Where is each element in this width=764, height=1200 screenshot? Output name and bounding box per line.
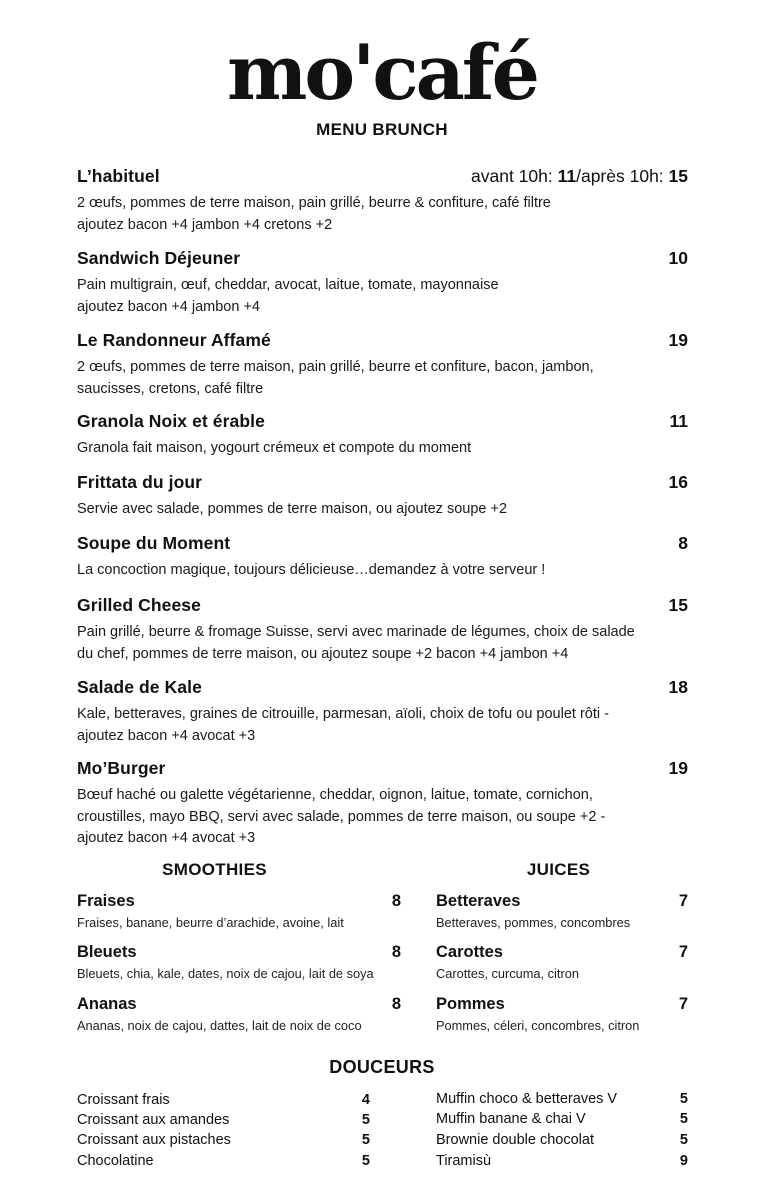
item-price: 7 xyxy=(678,892,688,910)
item-name: Croissant aux pistaches xyxy=(77,1132,231,1148)
item-description xyxy=(77,438,688,460)
item-description: Bleuets, chia, kale, dates, noix de cajou, lait de soya xyxy=(77,966,374,981)
item-description: Fraises, banane, beurre d’arachide, avoine, lait xyxy=(77,915,344,930)
smoothie-item xyxy=(77,892,401,930)
desc-line: ajoutez bacon +4 jambon +4 cretons +2 xyxy=(77,216,333,233)
item-name: Soupe du Moment xyxy=(77,533,231,553)
desc-line: du chef, pommes de terre maison, ou ajoutez soupe +2 bacon +4 jambon +4 xyxy=(77,645,569,662)
item-price: 10 xyxy=(668,248,688,268)
item-description xyxy=(77,193,688,236)
menu-item xyxy=(77,595,688,665)
desc-line: Bœuf haché ou galette végétarienne, cheddar, oignon, laitue, tomate, cornichon, xyxy=(77,787,593,803)
item-name: Salade de Kale xyxy=(77,677,202,697)
item-price: 5 xyxy=(679,1132,688,1148)
item-name: L’habituel xyxy=(77,166,160,186)
price-before: 11 xyxy=(557,166,577,186)
item-description: Pommes, céleri, concombres, citron xyxy=(436,1018,640,1033)
item-price: 11 xyxy=(669,411,688,431)
desc-line: Granola fait maison, yogourt crémeux et compote du moment xyxy=(77,440,472,456)
item-description xyxy=(77,275,688,318)
desc-line: ajoutez bacon +4 avocat +3 xyxy=(77,727,256,744)
item-name: Croissant aux amandes xyxy=(77,1112,230,1128)
item-description xyxy=(77,357,688,400)
item-price: 15 xyxy=(668,595,688,615)
item-name: Muffin banane & chai V xyxy=(436,1111,586,1127)
item-description: Ananas, noix de cajou, dattes, lait de noix de coco xyxy=(77,1018,362,1033)
desc-line: Pain grillé, beurre & fromage Suisse, servi avec marinade de légumes, choix de salade xyxy=(77,624,635,640)
item-name: Frittata du jour xyxy=(77,472,203,492)
menu-item xyxy=(77,677,688,747)
price-after-label: /après 10h: xyxy=(576,166,669,186)
item-price: 7 xyxy=(678,943,688,961)
item-name: Le Randonneur Affamé xyxy=(77,330,271,350)
item-name: Carottes xyxy=(436,943,503,961)
desc-line: ajoutez bacon +4 avocat +3 xyxy=(77,830,256,846)
desc-line: 2 œufs, pommes de terre maison, pain grillé, beurre & confiture, café filtre xyxy=(77,195,551,211)
item-name: Betteraves xyxy=(436,892,521,910)
item-description xyxy=(77,785,688,850)
item-name: Grilled Cheese xyxy=(77,595,201,615)
item-name: Mo’Burger xyxy=(77,758,166,778)
desc-line: Pain multigrain, œuf, cheddar, avocat, laitue, tomate, mayonnaise xyxy=(77,277,499,293)
item-price: 18 xyxy=(668,677,688,697)
item-name: Pommes xyxy=(436,995,505,1013)
desc-line: Kale, betteraves, graines de citrouille, parmesan, aïoli, choix de tofu ou poulet rôti - xyxy=(77,706,609,722)
price-after: 15 xyxy=(668,166,688,186)
item-name: Croissant frais xyxy=(77,1092,170,1108)
menu-item xyxy=(77,758,688,850)
menu-item xyxy=(77,330,688,400)
menu-item xyxy=(77,166,688,236)
smoothie-item xyxy=(77,995,401,1033)
desc-line: Servie avec salade, pommes de terre maison, ou ajoutez soupe +2 xyxy=(77,501,508,517)
item-price: 8 xyxy=(391,943,401,961)
item-name: Muffin choco & betteraves V xyxy=(436,1091,618,1107)
item-price: 5 xyxy=(361,1132,370,1148)
item-name: Ananas xyxy=(77,995,137,1013)
douceur-item xyxy=(77,1112,370,1132)
douceur-item xyxy=(77,1132,370,1152)
juices-title: JUICES xyxy=(526,860,591,879)
item-price: 5 xyxy=(361,1153,370,1169)
desc-line: croustilles, mayo BBQ, servi avec salade, pommes de terre maison, ou soupe +2 - xyxy=(77,808,606,825)
item-name: Chocolatine xyxy=(77,1153,154,1169)
item-description xyxy=(77,704,688,747)
douceur-item xyxy=(436,1153,688,1173)
menu-item xyxy=(77,411,688,460)
desc-line: saucisses, cretons, café filtre xyxy=(77,380,264,397)
item-name: Bleuets xyxy=(77,943,137,961)
item-description xyxy=(77,499,688,521)
douceur-item xyxy=(77,1153,370,1173)
douceur-item xyxy=(436,1111,688,1131)
juice-item xyxy=(436,943,688,981)
desc-line: La concoction magique, toujours délicieuse…demandez à votre serveur ! xyxy=(77,562,546,578)
item-description xyxy=(77,622,688,665)
desc-line: ajoutez bacon +4 jambon +4 xyxy=(77,298,260,315)
menu-item xyxy=(77,533,688,582)
item-price: 9 xyxy=(679,1153,688,1169)
smoothie-item xyxy=(77,943,401,981)
item-price: 19 xyxy=(668,758,688,778)
juice-item xyxy=(436,995,688,1033)
item-price xyxy=(471,166,688,187)
item-price: 5 xyxy=(679,1091,688,1107)
douceur-item xyxy=(436,1091,688,1111)
douceurs-title: DOUCEURS xyxy=(329,1057,435,1077)
douceur-item xyxy=(436,1132,688,1152)
item-price: 16 xyxy=(668,472,688,492)
item-price: 8 xyxy=(391,995,401,1013)
item-price: 4 xyxy=(361,1092,370,1108)
menu-item xyxy=(77,472,688,521)
menu-item xyxy=(77,248,688,318)
smoothies-title: SMOOTHIES xyxy=(162,860,267,879)
item-name: Sandwich Déjeuner xyxy=(77,248,241,268)
douceur-item xyxy=(77,1092,370,1112)
desc-line: 2 œufs, pommes de terre maison, pain grillé, beurre et confiture, bacon, jambon, xyxy=(77,359,594,375)
logo: mo'café xyxy=(227,28,537,117)
item-description xyxy=(77,560,688,582)
item-price: 7 xyxy=(678,995,688,1013)
item-price: 8 xyxy=(678,533,688,553)
page-title: MENU BRUNCH xyxy=(316,120,448,139)
item-price: 5 xyxy=(361,1112,370,1128)
item-description: Carottes, curcuma, citron xyxy=(436,966,579,981)
item-name: Brownie double chocolat xyxy=(436,1132,594,1148)
item-name: Granola Noix et érable xyxy=(77,411,265,431)
item-description: Betteraves, pommes, concombres xyxy=(436,915,631,930)
juice-item xyxy=(436,892,688,930)
item-price: 19 xyxy=(668,330,688,350)
item-name: Tiramisù xyxy=(436,1153,492,1169)
item-price: 8 xyxy=(391,892,401,910)
item-price: 5 xyxy=(679,1111,688,1127)
item-name: Fraises xyxy=(77,892,135,910)
price-before-label: avant 10h: xyxy=(471,166,558,186)
